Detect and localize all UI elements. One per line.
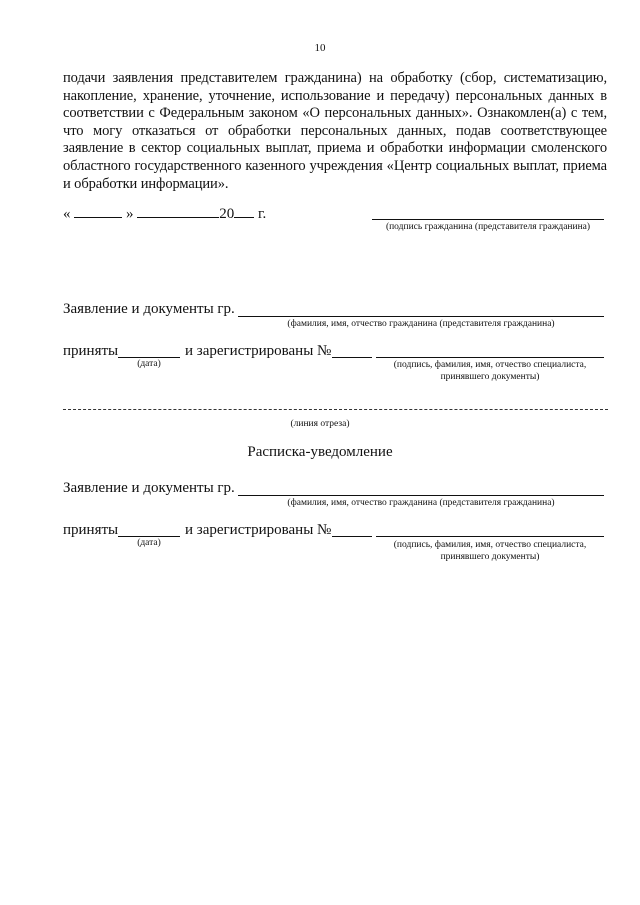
consent-paragraph: подачи заявления представителем гражданина) на обработку (сбор, систематизацию, накопление, хранение, уточнение, использование и передачу) персональных данных в соответствии с Федеральным законом «О персональных данных». Ознакомлен(а) с тем, что могу отказаться от обработки персональных данных, подав соответствующее заявление в сектор социальных выплат, приема и обработки информации смоленского областного государственного казенного учреждения «Центр социальных выплат, приема и обработки информации». <box>63 70 607 192</box>
receipt-registration-number-line[interactable] <box>332 536 372 537</box>
month-blank[interactable] <box>137 203 219 218</box>
registered-label: и зарегистрированы № <box>185 343 332 359</box>
receipt-specialist-signature-line[interactable] <box>376 536 604 537</box>
signature-caption: (подпись гражданина (представителя гражданина) <box>385 222 591 232</box>
receipt-citizen-name-line[interactable] <box>238 495 604 496</box>
cut-line-caption: (линия отреза) <box>290 419 350 429</box>
receipt-specialist-caption-2: принявшего документы) <box>440 552 540 562</box>
citizen-name-caption: (фамилия, имя, отчество гражданина (представителя гражданина) <box>287 319 555 329</box>
registration-number-line[interactable] <box>332 357 372 358</box>
receipt-accepted-date-caption: (дата) <box>137 538 161 548</box>
cut-line <box>63 409 608 410</box>
specialist-caption-1: (подпись, фамилия, имя, отчество специалиста, <box>393 360 587 370</box>
receipt-accepted-label: приняты <box>63 522 119 538</box>
day-blank[interactable] <box>74 203 122 218</box>
receipt-accepted-date-line[interactable] <box>118 536 180 537</box>
date-line <box>63 203 266 223</box>
year-blank[interactable] <box>234 203 254 218</box>
page-number: 10 <box>314 42 326 54</box>
date-close-quote: » <box>126 206 134 222</box>
specialist-caption-2: принявшего документы) <box>440 372 540 382</box>
receipt-title: Расписка-уведомление <box>247 444 393 460</box>
accepted-date-caption: (дата) <box>137 359 161 369</box>
receipt-citizen-name-caption: (фамилия, имя, отчество гражданина (представителя гражданина) <box>287 498 555 508</box>
year-suffix: г. <box>258 206 267 222</box>
receipt-docs-label: Заявление и документы гр. <box>63 480 235 496</box>
accepted-label: приняты <box>63 343 119 359</box>
receipt-specialist-caption-1: (подпись, фамилия, имя, отчество специалиста, <box>393 540 587 550</box>
receipt-registered-label: и зарегистрированы № <box>185 522 332 538</box>
specialist-signature-line[interactable] <box>376 357 604 358</box>
accepted-date-line[interactable] <box>118 357 180 358</box>
citizen-name-line[interactable] <box>238 316 604 317</box>
signature-line[interactable] <box>372 219 604 220</box>
year-prefix: 20 <box>219 206 235 222</box>
date-open-quote: « <box>63 206 71 222</box>
docs-label: Заявление и документы гр. <box>63 301 235 317</box>
